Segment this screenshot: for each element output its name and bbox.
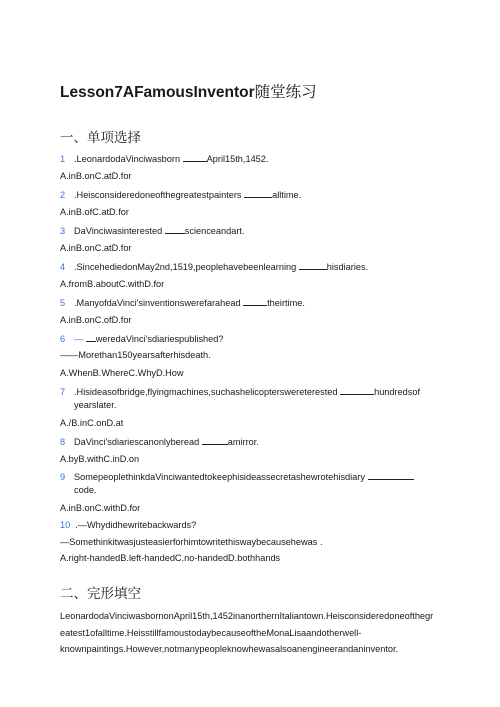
question-9 — [60, 470, 414, 482]
question-text: .SincehediedonMay2nd,1519,peoplehavebeenlearning — [74, 262, 297, 272]
question-8 — [60, 435, 259, 447]
answer-blank[interactable] — [243, 296, 267, 306]
section-heading-cloze: 二、完形填空 — [60, 586, 141, 601]
question-7-continuation: yearslater. — [74, 400, 117, 410]
cloze-passage — [60, 608, 440, 658]
question-4 — [60, 260, 368, 272]
passage-line: LeonardodaVinciwasbornonApril15th,1452inanorthernItaliantown.Heisconsideredoneofthegr — [60, 611, 434, 621]
answer-blank[interactable] — [299, 260, 327, 270]
question-text-after: amirror. — [227, 437, 259, 447]
question-4-options: A.fromB.aboutC.withD.for — [60, 279, 165, 289]
question-text-after: alltime. — [272, 190, 302, 200]
question-9-options: A.inB.onC.withD.for — [60, 503, 141, 513]
passage-line: eatest1ofalltime.HeisstillfamoustodaybecauseoftheMonaLisaandotherwell- — [60, 627, 362, 638]
question-text: SomepeoplethinkdaVinciwantedtokeephisideassecretashewrotehisdiary — [74, 472, 365, 482]
answer-blank[interactable] — [368, 470, 414, 480]
question-5 — [60, 296, 305, 308]
question-number: 6 — [60, 334, 66, 344]
question-7 — [60, 385, 420, 397]
question-text: —Somethinkitwasjusteasierforhimtowritethiswaybecausehewas — [60, 537, 318, 547]
question-6-options: A.WhenB.WhereC.WhyD.How — [60, 368, 184, 378]
section-heading-multiple-choice: 一、单项选择 — [60, 130, 141, 145]
question-number: 9 — [60, 472, 66, 482]
question-text-after: weredaVinci'sdiariespublished? — [95, 334, 224, 344]
question-1-options: A.inB.onC.atD.for — [60, 171, 132, 181]
question-10 — [60, 520, 196, 530]
question-5-options: A.inB.onC.ofD.for — [60, 315, 132, 325]
question-2-options: A.inB.ofC.atD.for — [60, 207, 129, 217]
question-6-answer-line: ——Morethan150yearsafterhisdeath. — [60, 350, 211, 360]
question-1 — [60, 152, 268, 164]
question-text-after: scienceandart. — [184, 226, 245, 236]
question-text-after: April15th,1452. — [206, 154, 269, 164]
question-number: 3 — [60, 226, 66, 236]
question-text: .Hisideasofbridge,flyingmachines,suchashelicopterswereterested — [74, 387, 338, 397]
question-text-after: hundredsof — [374, 387, 421, 397]
question-text: .—Whydidhewritebackwards? — [75, 520, 197, 530]
title-chinese: 随堂练习 — [254, 84, 317, 101]
question-text: DaVinci'sdiariescanonlyberead — [74, 437, 200, 447]
question-8-options: A.byB.withC.inD.on — [60, 454, 140, 464]
question-number: 4 — [60, 262, 66, 272]
question-text: DaVinciwasinterested — [74, 226, 163, 236]
answer-blank[interactable] — [244, 188, 272, 198]
question-3 — [60, 224, 245, 236]
question-number: 2 — [60, 190, 66, 200]
title-english: Lesson7AFamousInventor — [60, 84, 255, 101]
question-text-after: theirtime. — [267, 298, 305, 308]
question-number: 10 — [60, 520, 71, 530]
answer-blank[interactable] — [165, 224, 185, 234]
question-3-options: A.inB.onC.atD.for — [60, 243, 132, 253]
question-text: .ManyofdaVinci'sinventionswerefarahead — [74, 298, 241, 308]
question-9-continuation: code. — [74, 485, 97, 495]
answer-blank[interactable] — [86, 332, 96, 342]
passage-line: knownpaintings.However,notmanypeopleknowhewasalsoanengineerandaninventor. — [60, 644, 399, 654]
question-6 — [60, 332, 224, 344]
question-number: 1 — [60, 154, 66, 164]
question-text-after: hisdiaries. — [326, 262, 369, 272]
answer-blank[interactable] — [183, 152, 207, 162]
question-10-line-2 — [60, 537, 323, 547]
answer-blank[interactable] — [202, 435, 228, 445]
question-10-options: A.right-handedB.left-handedC.no-handedD.bothhands — [60, 553, 281, 563]
answer-blank[interactable] — [340, 385, 374, 395]
question-number: 7 — [60, 387, 66, 397]
question-number: 8 — [60, 437, 66, 447]
question-number: 5 — [60, 298, 66, 308]
question-text: .Heisconsideredoneofthegreatestpainters — [74, 190, 242, 200]
question-text: .LeonardodaVinciwasborn — [74, 154, 181, 164]
page-title — [60, 80, 317, 102]
question-text-after: . — [319, 537, 323, 547]
question-7-options: A./B.inC.onD.at — [60, 418, 124, 428]
question-2 — [60, 188, 301, 200]
question-text: — — [74, 334, 84, 344]
